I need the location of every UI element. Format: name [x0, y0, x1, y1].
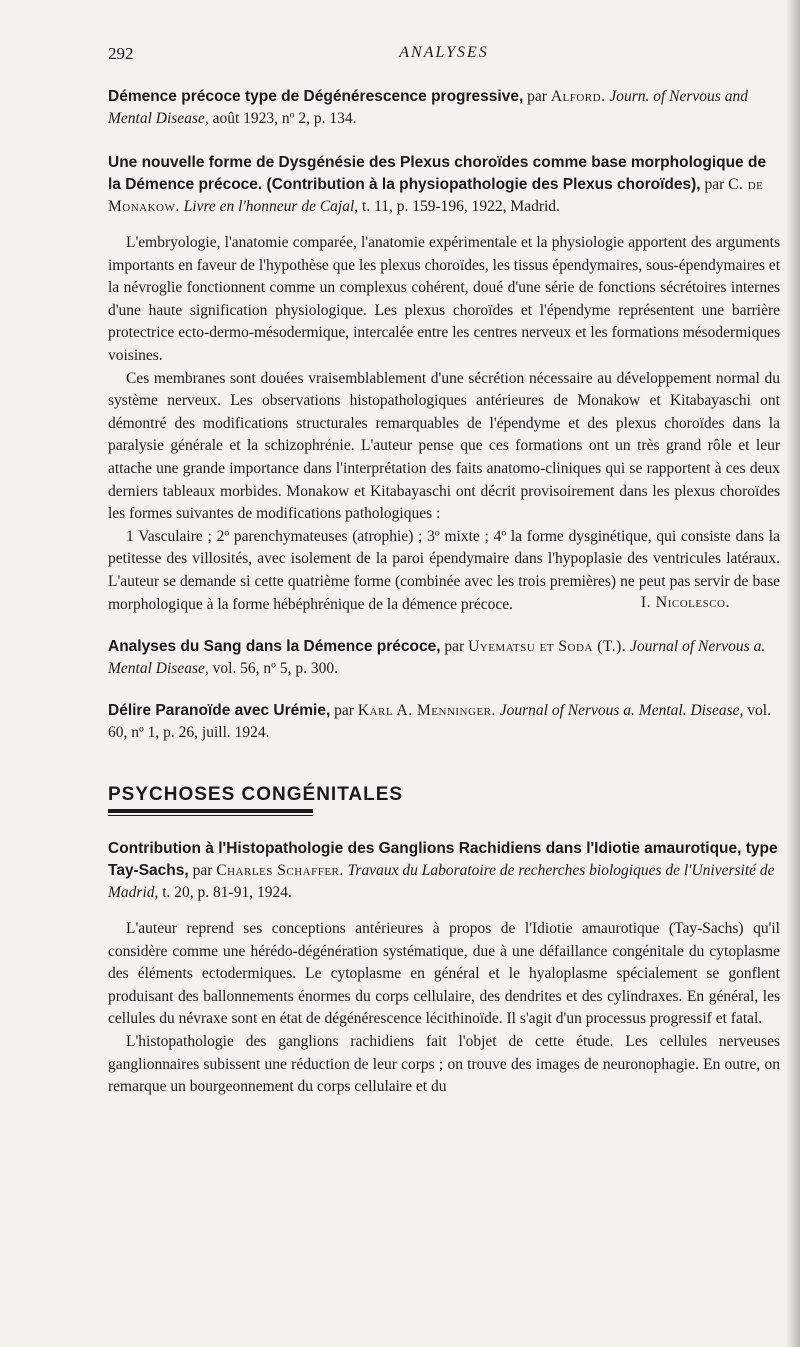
- entry-journal: Livre en l'honneur de Cajal,: [183, 198, 359, 215]
- entry-ref: t. 11, p. 159-196, 1922, Madrid.: [362, 198, 560, 215]
- signature: I. Nicolesco.: [640, 593, 730, 611]
- entry-title: Délire Paranoïde avec Urémie,: [108, 701, 331, 719]
- entry-ref: t. 20, p. 81-91, 1924.: [162, 884, 292, 901]
- entry-title: Analyses du Sang dans la Démence précoce,: [108, 637, 441, 655]
- entry-title: Démence précoce type de Dégénérescence progressive,: [108, 88, 524, 105]
- paragraph: L'histopathologie des ganglions rachidiens fait l'objet de cette étude. Les cellules nerveuses ganglionnaires subissent une réduction de leur corps ; on trouve des images de neuronophagie. En outre, on remarque un bourgeonnement du corps cellulaire et du: [108, 1032, 780, 1096]
- entry-uyematsu: Analyses du Sang dans la Démence précoce, par Uyematsu et Soda (T.). Journal of Nervous a. Mental Disease, vol. 56, nº 5, p. 300.: [108, 637, 766, 677]
- entry-author: Uyematsu et Soda (T.).: [468, 637, 627, 655]
- entry-body: [108, 232, 780, 612]
- entry-journal: Journal of Nervous a. Mental Disease,: [108, 637, 766, 677]
- paragraph: 1 Vasculaire ; 2º parenchymateuses (atrophie) ; 3º mixte ; 4º la forme dysginétique, qui consiste dans la petitesse des villosités, avec isolement de la paroi épendymaire dans l'hypoplasie des ventricules latéraux. L'auteur se demande si cette quatrième forme (combinée avec les trois premières) ne peut pas servir de base morphologique à la forme hébéphrénique de la démence précoce.: [108, 527, 780, 613]
- entry-author: Charles Schaffer.: [216, 862, 344, 879]
- entry-alford: Démence précoce type de Dégénérescence progressive, par Alford. Journ. of Nervous and Mental Disease, août 1923, nº 2, p. 134.: [108, 88, 748, 127]
- entry-ref: vol. 60, nº 1, p. 26, juill. 1924.: [108, 701, 771, 741]
- running-title: ANALYSES: [399, 44, 489, 61]
- entry-author: Alford.: [550, 88, 606, 105]
- section-rule-thin: [108, 815, 313, 817]
- entry-author: C. de Monakow.: [108, 176, 764, 215]
- entry-journal: Travaux du Laboratoire de recherches biologiques de l'Université de Madrid,: [108, 862, 775, 901]
- entry-title: Contribution à l'Histopathologie des Ganglions Rachidiens dans l'Idiotie amaurotique, type Tay-Sachs,: [108, 840, 778, 879]
- paragraph: L'embryologie, l'anatomie comparée, l'anatomie expérimentale et la physiologie apportent des arguments importants en faveur de l'hypothèse que les plexus choroïdes, les tissus épendymaires, sous-épendymaires et la névroglie fonctionnent comme un complexus cohérent, doué d'une série de fonctions sécrétoires internes d'une haute signification physiologique. Les plexus choroïdes et l'épendyme représentent une barrière protectrice ecto-dermo-mésodermique, intercalée entre les centres nerveux et les formations mésodermiques voisines.: [108, 234, 780, 364]
- entry-ref: août 1923, nº 2, p. 134.: [212, 110, 357, 127]
- entry-monakow: Une nouvelle forme de Dysgénésie des Plexus choroïdes comme base morphologique de la Démence précoce. (Contribution à la physiopathologie des Plexus choroïdes), par C. de Monakow. Livre en l'honneur de Cajal, t. 11, p. 159-196, 1922, Madrid. L'embryologie, l'anatomie comparée, l'anatomie expérimentale et la physiologie apportent des arguments importants en faveur de l'hypothèse que les plexus choroïdes, les tissus épendymaires, sous-épendymaires et la névroglie fonctionnent comme un complexus cohérent, doué d'une série de fonctions sécrétoires internes d'une haute signification physiologique. Les plexus choroïdes et l'épendyme représentent une barrière protectrice ecto-dermo-mésodermique, intercalée entre les centres nerveux et les formations mésodermiques voisines. Ces membranes sont douées vraisemblablement d'une sécrétion nécessaire au développement normal du système nerveux. Les observations histopathologiques antérieures de Monakow et Kitabayaschi ont démontré des modifications structurales remarquables de l'épendyme et des plexus choroïdes dans la paralysie générale et la schizophrénie. L'auteur pense que ces formations ont un très grand rôle et leur attache une grande importance dans l'interprétation des faits anatomo-cliniques qui se rapportent à ces deux derniers tableaux morbides. Monakow et Kitabayaschi ont décrit provisoirement dans les plexus choroïdes les formes suivantes de modifications pathologiques : 1 Vasculaire ; 2º parenchymateuses (atrophie) ; 3º mixte ; 4º la forme dysginétique, qui consiste dans la petitesse des villosités, avec isolement de la paroi épendymaire dans l'hypoplasie des ventricules latéraux. L'auteur se demande si cette quatrième forme (combinée avec les trois premières) ne peut pas servir de base morphologique à la forme hébéphrénique de la démence précoce. I. Nicolesco.: [108, 152, 780, 612]
- entry-author: Karl A. Menninger.: [357, 701, 496, 719]
- journal-page: [108, 40, 780, 1099]
- entry-ref: vol. 56, nº 5, p. 300.: [212, 659, 338, 677]
- entry-menninger: Délire Paranoïde avec Urémie, par Karl A. Menninger. Journal of Nervous a. Mental. Disease, vol. 60, nº 1, p. 26, juill. 1924.: [108, 701, 771, 741]
- paragraph: Ces membranes sont douées vraisemblablement d'une sécrétion nécessaire au développement normal du système nerveux. Les observations histopathologiques antérieures de Monakow et Kitabayaschi ont démontré des modifications structurales remarquables de l'épendyme et des plexus choroïdes dans la paralysie générale et la schizophrénie. L'auteur pense que ces formations ont un très grand rôle et leur attache une grande importance dans l'interprétation des faits anatomo-cliniques qui se rapportent à ces deux derniers tableaux morbides. Monakow et Kitabayaschi ont décrit provisoirement dans les plexus choroïdes les formes suivantes de modifications pathologiques :: [108, 369, 780, 523]
- entry-journal: Journal of Nervous a. Mental. Disease,: [499, 701, 744, 719]
- entry-journal: Journ. of Nervous and Mental Disease,: [108, 88, 748, 127]
- running-head: [108, 40, 780, 70]
- paragraph: L'auteur reprend ses conceptions antérieures à propos de l'Idiotie amaurotique (Tay-Sachs) qu'il considère comme une hérédo-dégénération systématique, due à une défaillance congénitale du cytoplasme des éléments ectodermiques. Le cytoplasme en général et le hyaloplasme spécialement se gonflent produisant des ballonnements énormes du corps cellulaire, des dendrites et des cylindraxes. En général, les cellules du névraxe sont en état de dégénérescence lécithinoïde. Il s'agit d'un processus progressif et fatal.: [108, 920, 780, 1028]
- section-heading: PSYCHOSES CONGÉNITALES: [108, 783, 404, 805]
- entry-title: Une nouvelle forme de Dysgénésie des Plexus choroïdes comme base morphologique de la Démence précoce. (Contribution à la physiopathologie des Plexus choroïdes),: [108, 154, 767, 193]
- section-rule: [108, 809, 313, 813]
- page-edge-shadow: [786, 0, 800, 1347]
- page-number: 292: [108, 44, 134, 63]
- entry-body: [108, 918, 780, 1099]
- entry-schaffer: Contribution à l'Histopathologie des Ganglions Rachidiens dans l'Idiotie amaurotique, type Tay-Sachs, par Charles Schaffer. Travaux du Laboratoire de recherches biologiques de l'Université de Madrid, t. 20, p. 81-91, 1924. L'auteur reprend ses conceptions antérieures à propos de l'Idiotie amaurotique (Tay-Sachs) qu'il considère comme une hérédo-dégénération systématique, due à une défaillance congénitale du cytoplasme des éléments ectodermiques. Le cytoplasme en général et le hyaloplasme spécialement se gonflent produisant des ballonnements énormes du corps cellulaire, des dendrites et des cylindraxes. En général, les cellules du névraxe sont en état de dégénérescence lécithinoïde. Il s'agit d'un processus progressif et fatal. L'histopathologie des ganglions rachidiens fait l'objet de cette étude. Les cellules nerveuses ganglionnaires subissent une réduction de leur corps ; on trouve des images de neuronophagie. En outre, on remarque un bourgeonnement du corps cellulaire et du: [108, 838, 780, 1099]
